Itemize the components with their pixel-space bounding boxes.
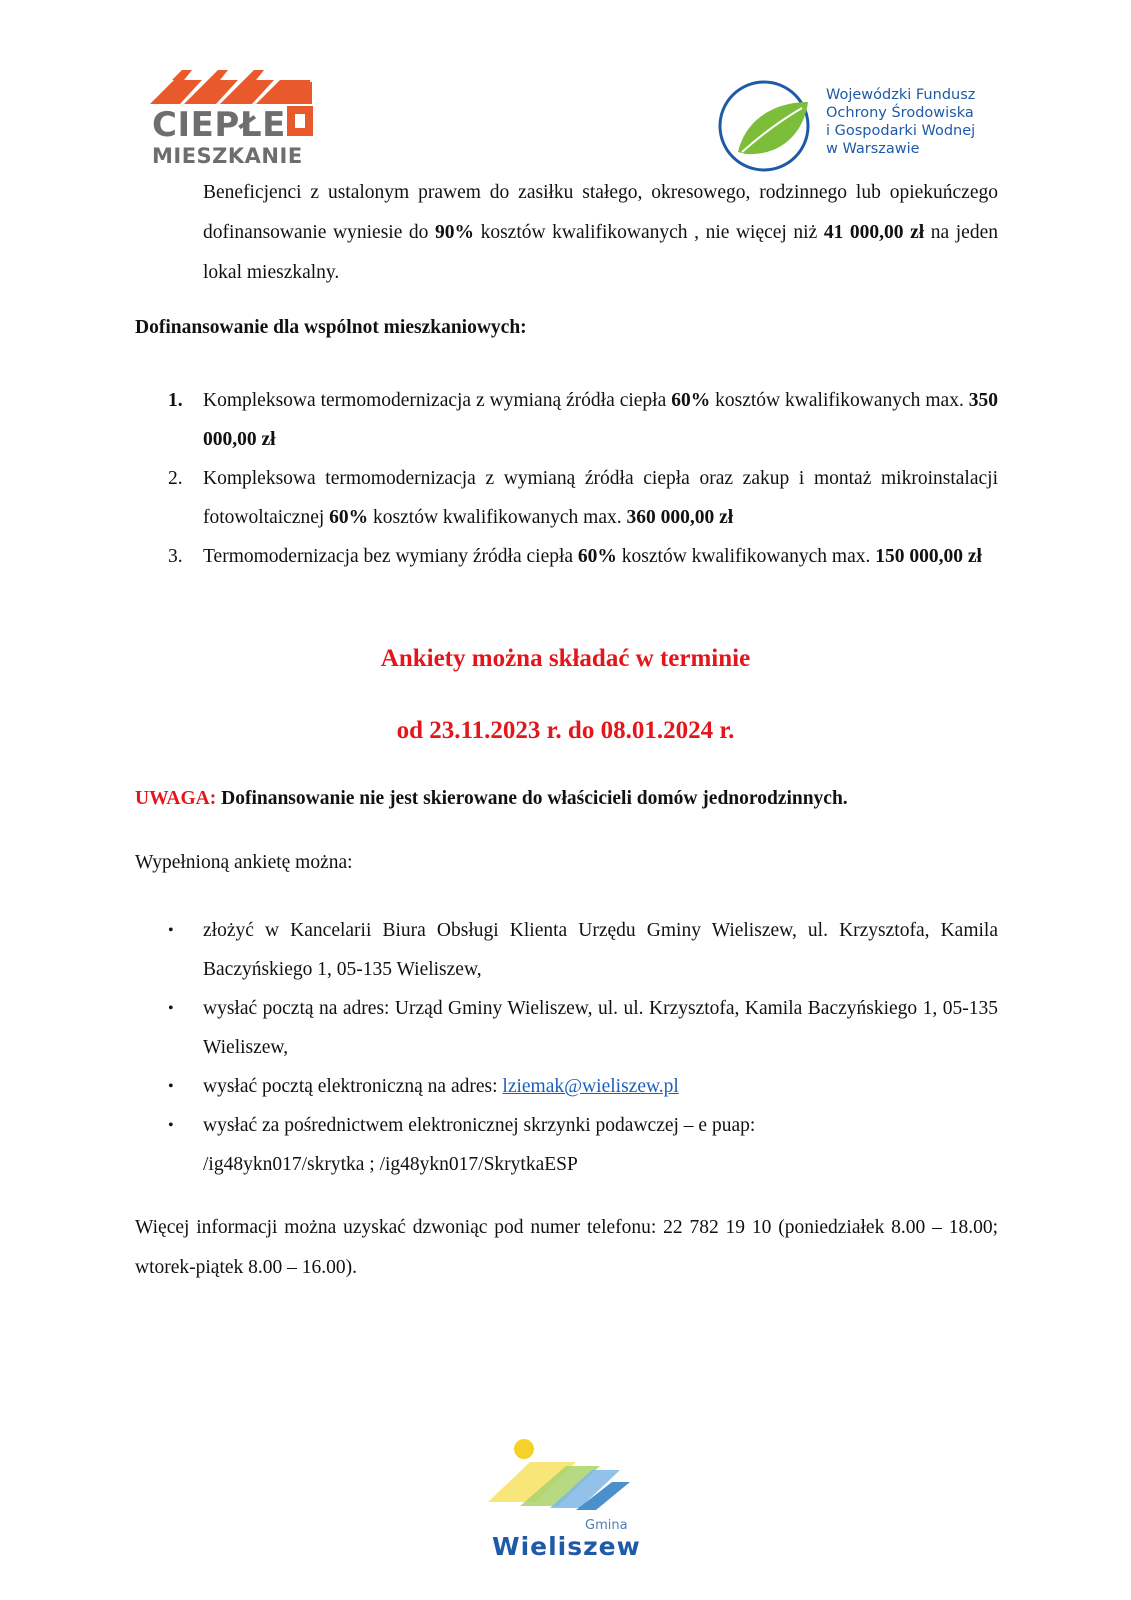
wfos-line: Wojewódzki Fundusz (826, 87, 976, 103)
wfos-line: Ochrony Środowiska (826, 105, 974, 121)
intro-paragraph: Beneficjenci z ustalonym prawem do zasiłku stałego, okresowego, rodzinnego lub opiekuńczego dofinansowanie wyniesie do 90% kosztów kwalifikowanych , nie więcej niż 41 000,00 zł na jeden lokal mieszkalny. (203, 182, 998, 283)
email-link[interactable]: lziemak@wieliszew.pl (502, 1076, 679, 1097)
intro-percent: 90% (435, 222, 475, 243)
wfos-name (826, 86, 975, 158)
funding-list (168, 381, 998, 576)
epuap-address: /ig48ykn017/skrytka ; /ig48ykn017/SkrytkaESP (203, 1154, 578, 1175)
leaf-circle-icon (716, 78, 816, 174)
list-item: 1. Kompleksowa termomodernizacja z wymianą źródła ciepła 60% kosztów kwalifikowanych max. 350 000,00 zł (168, 381, 998, 459)
contact-info: Więcej informacji można uzyskać dzwoniąc pod numer telefonu: 22 782 19 10 (poniedziałek 8.00 – 18.00; wtorek-piątek 8.00 – 16.00). (135, 1217, 998, 1278)
wfos-line: w Warszawie (826, 141, 920, 157)
sun-stripes-icon (480, 1436, 655, 1522)
list-number: 3. (168, 546, 183, 567)
list-item: 2. Kompleksowa termomodernizacja z wymianą źródła ciepła oraz zakup i montaż mikroinstalacji fotowoltaicznej 60% kosztów kwalifikowanych max. 360 000,00 zł (168, 459, 998, 537)
submission-intro: Wypełnioną ankietę można: (135, 852, 353, 873)
uwaga-text: Dofinansowanie nie jest skierowane do właścicieli domów jednorodzinnych. (216, 788, 848, 809)
logo-word-cieple: CIEPŁE (152, 105, 286, 145)
list-item: • wysłać pocztą elektroniczną na adres: lziemak@wieliszew.pl (168, 1067, 998, 1106)
wspolnoty-heading: Dofinansowanie dla wspólnot mieszkaniowych: (135, 317, 527, 338)
deadline-dates: od 23.11.2023 r. do 08.01.2024 r. (396, 717, 735, 744)
logo-word-wieliszew: Wieliszew (492, 1532, 641, 1561)
list-item: • wysłać za pośrednictwem elektronicznej skrzynki podawczej – e puap: /ig48ykn017/skrytka ; /ig48ykn017/SkrytkaESP (168, 1106, 998, 1184)
list-number: 1. (168, 390, 183, 411)
gmina-wieliszew-logo (480, 1436, 655, 1566)
logo-word-gmina: Gmina (585, 1518, 628, 1533)
logo-word-mieszkanie: MIESZKANIE (152, 144, 303, 168)
wfos-logo (716, 78, 1006, 174)
list-item: • złożyć w Kancelarii Biura Obsługi Klienta Urzędu Gminy Wieliszew, ul. Krzysztofa, Kamila Baczyńskiego 1, 05-135 Wieliszew, (168, 911, 998, 989)
uwaga-label: UWAGA: (135, 788, 217, 809)
bullet-icon: • (168, 1117, 174, 1134)
door-icon (287, 106, 313, 136)
bullet-icon: • (168, 922, 174, 939)
cieple-mieszkanie-logo (150, 68, 325, 176)
wfos-line: i Gospodarki Wodnej (826, 123, 976, 139)
deadline-title: Ankiety można składać w terminie (380, 645, 751, 672)
list-number: 2. (168, 468, 183, 489)
bullet-icon: • (168, 1078, 174, 1095)
uwaga-note (135, 788, 848, 810)
list-item: 3. Termomodernizacja bez wymiany źródła ciepła 60% kosztów kwalifikowanych max. 150 000,00 zł (168, 537, 998, 576)
intro-amount: 41 000,00 zł (823, 222, 925, 243)
list-item: • wysłać pocztą na adres: Urząd Gminy Wieliszew, ul. ul. Krzysztofa, Kamila Baczyńskiego 1, 05-135 Wieliszew, (168, 989, 998, 1067)
submission-methods (168, 911, 998, 1184)
bullet-icon: • (168, 1000, 174, 1017)
